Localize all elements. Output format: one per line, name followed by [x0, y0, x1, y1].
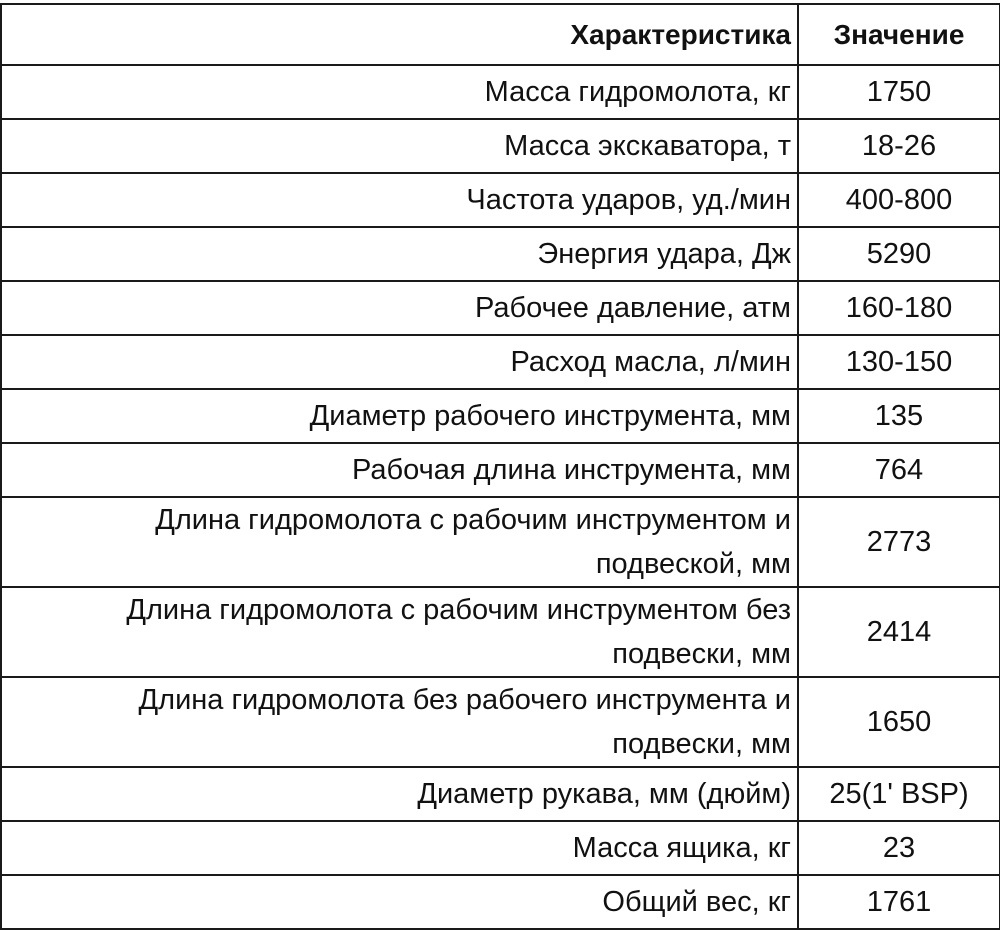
spec-table	[0, 3, 1000, 930]
row-characteristic: Общий вес, кг	[1, 875, 798, 929]
table-header-row	[1, 4, 1000, 65]
row-characteristic: Рабочее давление, атм	[1, 281, 798, 335]
row-characteristic: Длина гидромолота без рабочего инструмента и подвески, мм	[1, 677, 798, 767]
table-row	[1, 65, 1000, 119]
table-row	[1, 767, 1000, 821]
row-value: 25(1' BSP)	[798, 767, 1000, 821]
row-characteristic: Масса экскаватора, т	[1, 119, 798, 173]
row-characteristic: Длина гидромолота с рабочим инструментом без подвески, мм	[1, 587, 798, 677]
row-value: 1761	[798, 875, 1000, 929]
table-row	[1, 227, 1000, 281]
table-row	[1, 173, 1000, 227]
row-characteristic: Длина гидромолота с рабочим инструментом и подвеской, мм	[1, 497, 798, 587]
row-value: 5290	[798, 227, 1000, 281]
column-header-value: Значение	[798, 4, 1000, 65]
row-value: 2414	[798, 587, 1000, 677]
row-characteristic: Диаметр рукава, мм (дюйм)	[1, 767, 798, 821]
table-row	[1, 443, 1000, 497]
row-value: 764	[798, 443, 1000, 497]
table-row	[1, 389, 1000, 443]
row-value: 400-800	[798, 173, 1000, 227]
row-characteristic: Масса ящика, кг	[1, 821, 798, 875]
row-characteristic: Частота ударов, уд./мин	[1, 173, 798, 227]
row-characteristic: Расход масла, л/мин	[1, 335, 798, 389]
row-value: 160-180	[798, 281, 1000, 335]
table-row	[1, 497, 1000, 587]
table-row	[1, 821, 1000, 875]
table-row	[1, 875, 1000, 929]
row-value: 18-26	[798, 119, 1000, 173]
row-value: 130-150	[798, 335, 1000, 389]
table-row	[1, 677, 1000, 767]
row-value: 2773	[798, 497, 1000, 587]
table-row	[1, 587, 1000, 677]
row-characteristic: Масса гидромолота, кг	[1, 65, 798, 119]
row-value: 1750	[798, 65, 1000, 119]
table-row	[1, 119, 1000, 173]
table-row	[1, 281, 1000, 335]
row-characteristic: Энергия удара, Дж	[1, 227, 798, 281]
row-value: 1650	[798, 677, 1000, 767]
row-value: 135	[798, 389, 1000, 443]
row-value: 23	[798, 821, 1000, 875]
column-header-characteristic: Характеристика	[1, 4, 798, 65]
table-row	[1, 335, 1000, 389]
row-characteristic: Рабочая длина инструмента, мм	[1, 443, 798, 497]
row-characteristic: Диаметр рабочего инструмента, мм	[1, 389, 798, 443]
